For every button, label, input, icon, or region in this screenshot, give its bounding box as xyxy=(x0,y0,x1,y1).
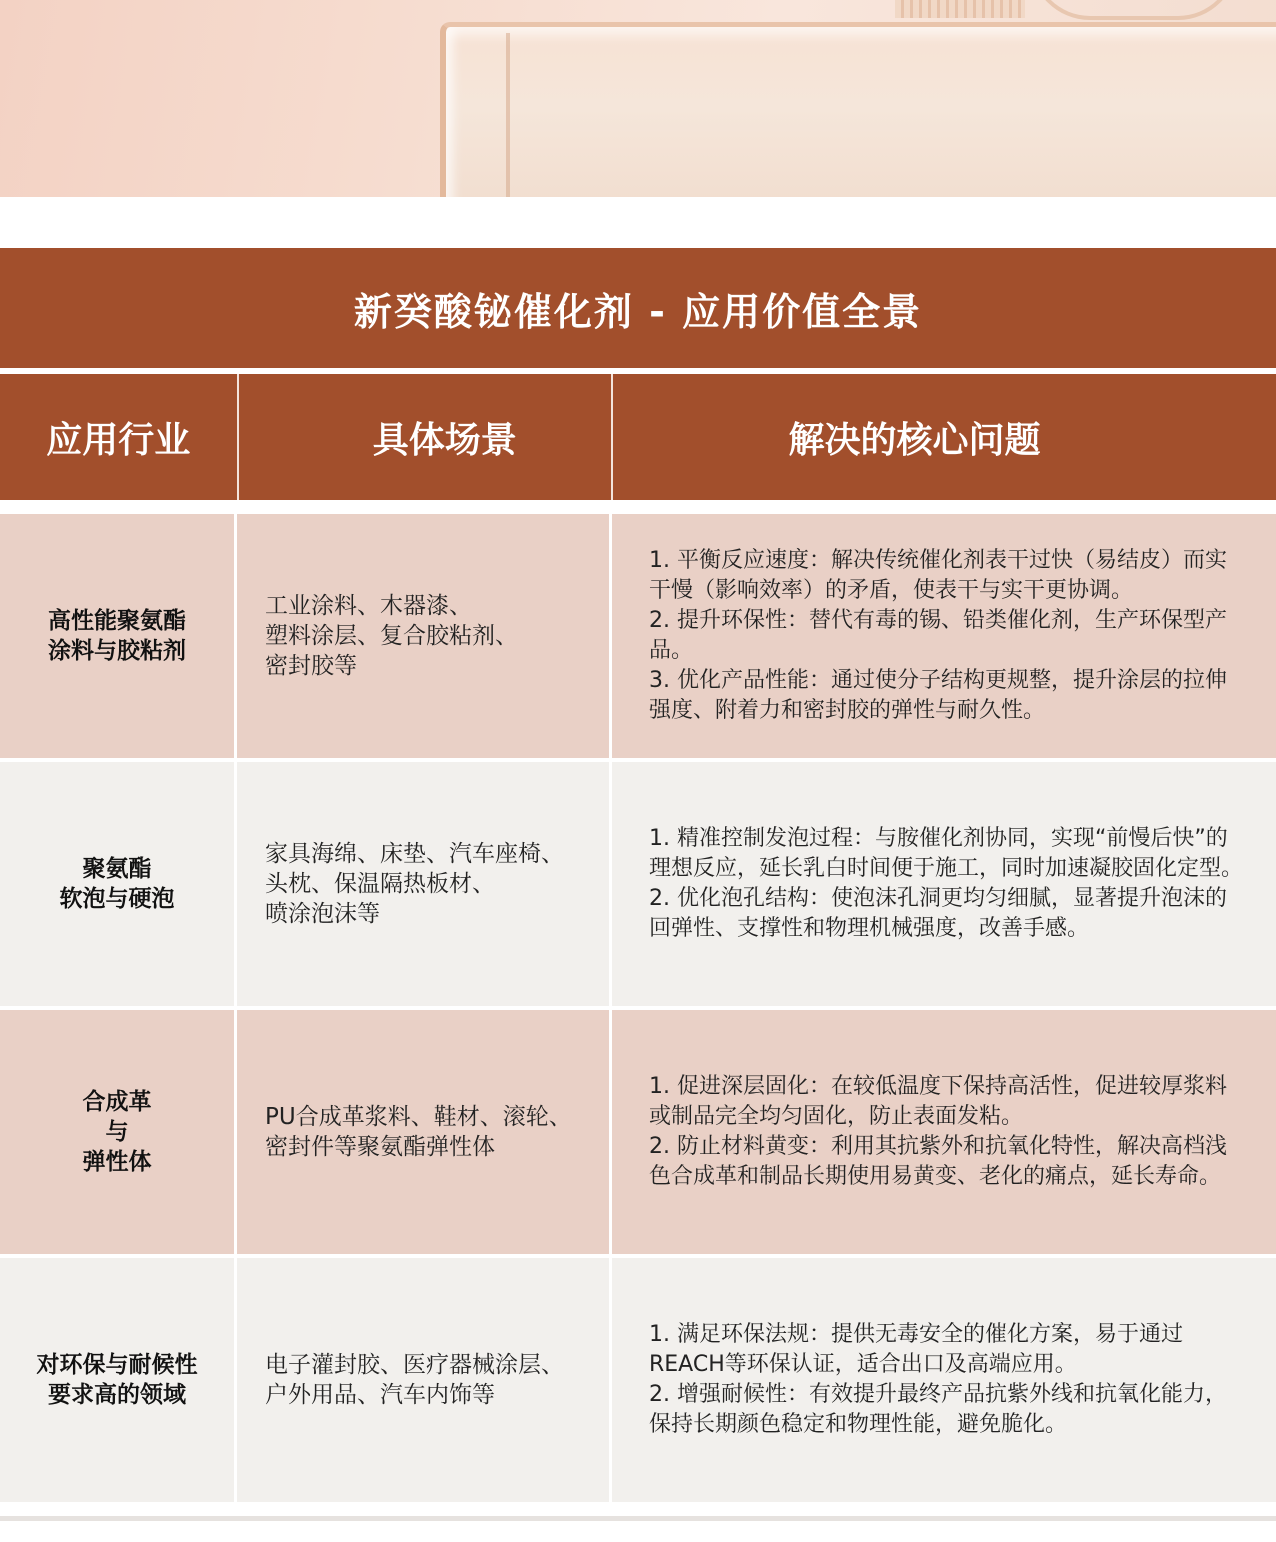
problem-item: 3. 优化产品性能：通过使分子结构更规整，提升涂层的拉伸强度、附着力和密封胶的弹性与耐久性。 xyxy=(649,668,1227,723)
scene-text: 家具海绵、床垫、汽车座椅、 头枕、保温隔热板材、 喷涂泡沫等 xyxy=(265,841,564,927)
table-header xyxy=(0,374,1276,500)
hero-product-photo xyxy=(0,0,1276,197)
industry-text: 对环保与耐候性 要求高的领域 xyxy=(36,1352,198,1408)
industry-text: 合成革 与 弹性体 xyxy=(82,1089,152,1175)
table-row xyxy=(0,1254,1276,1502)
problem-item: 2. 提升环保性：替代有毒的锡、铅类催化剂，生产环保型产品。 xyxy=(649,608,1227,663)
problems-cell xyxy=(612,1258,1276,1502)
scene-text: PU合成革浆料、鞋材、滚轮、 密封件等聚氨酯弹性体 xyxy=(265,1104,572,1160)
industry-text: 聚氨酯 软泡与硬泡 xyxy=(59,856,175,912)
problems-cell xyxy=(612,1010,1276,1254)
problem-item: 2. 增强耐候性：有效提升最终产品抗紫外线和抗氧化能力，保持长期颜色稳定和物理性能，避免脆化。 xyxy=(649,1382,1227,1437)
scene-text: 工业涂料、木器漆、 塑料涂层、复合胶粘剂、 密封胶等 xyxy=(265,593,518,679)
page-title: 新癸酸铋催化剂 - 应用价值全景 xyxy=(353,289,923,334)
scene-cell xyxy=(237,514,612,758)
product-bottle-neck xyxy=(895,0,1025,18)
table-row xyxy=(0,1006,1276,1254)
industry-cell xyxy=(0,514,237,758)
title-banner xyxy=(0,248,1276,368)
industry-cell xyxy=(0,1258,237,1502)
application-table xyxy=(0,374,1276,1502)
table-row xyxy=(0,758,1276,1006)
scene-cell xyxy=(237,1258,612,1502)
industry-cell xyxy=(0,762,237,1006)
product-bottle-body xyxy=(440,22,1276,197)
problem-item: 2. 防止材料黄变：利用其抗紫外和抗氧化特性，解决高档浅色合成革和制品长期使用易黄变、老化的痛点，延长寿命。 xyxy=(649,1134,1227,1189)
problem-item: 2. 优化泡孔结构：使泡沫孔洞更均匀细腻，显著提升泡沫的回弹性、支撑性和物理机械强度，改善手感。 xyxy=(649,886,1227,941)
problems-cell xyxy=(612,514,1276,758)
scene-text: 电子灌封胶、医疗器械涂层、 户外用品、汽车内饰等 xyxy=(265,1352,564,1408)
table-row xyxy=(0,510,1276,758)
scene-cell xyxy=(237,1010,612,1254)
product-bottle-cap xyxy=(1030,0,1238,20)
bottom-divider xyxy=(0,1516,1276,1521)
problem-item: 1. 促进深层固化：在较低温度下保持高活性，促进较厚浆料或制品完全均匀固化，防止表面发粘。 xyxy=(649,1074,1227,1129)
scene-cell xyxy=(237,762,612,1006)
header-scene: 具体场景 xyxy=(239,374,613,500)
problem-item: 1. 满足环保法规：提供无毒安全的催化方案，易于通过REACH等环保认证，适合出口及高端应用。 xyxy=(649,1322,1183,1377)
industry-cell xyxy=(0,1010,237,1254)
problem-item: 1. 精准控制发泡过程：与胺催化剂协同，实现“前慢后快”的理想反应，延长乳白时间便于施工，同时加速凝胶固化定型。 xyxy=(649,826,1244,881)
problem-item: 1. 平衡反应速度：解决传统催化剂表干过快（易结皮）而实干慢（影响效率）的矛盾，使表干与实干更协调。 xyxy=(649,548,1227,603)
industry-text: 高性能聚氨酯 涂料与胶粘剂 xyxy=(48,608,186,664)
problems-cell xyxy=(612,762,1276,1006)
header-industry: 应用行业 xyxy=(0,374,239,500)
header-problems: 解决的核心问题 xyxy=(788,419,1041,461)
